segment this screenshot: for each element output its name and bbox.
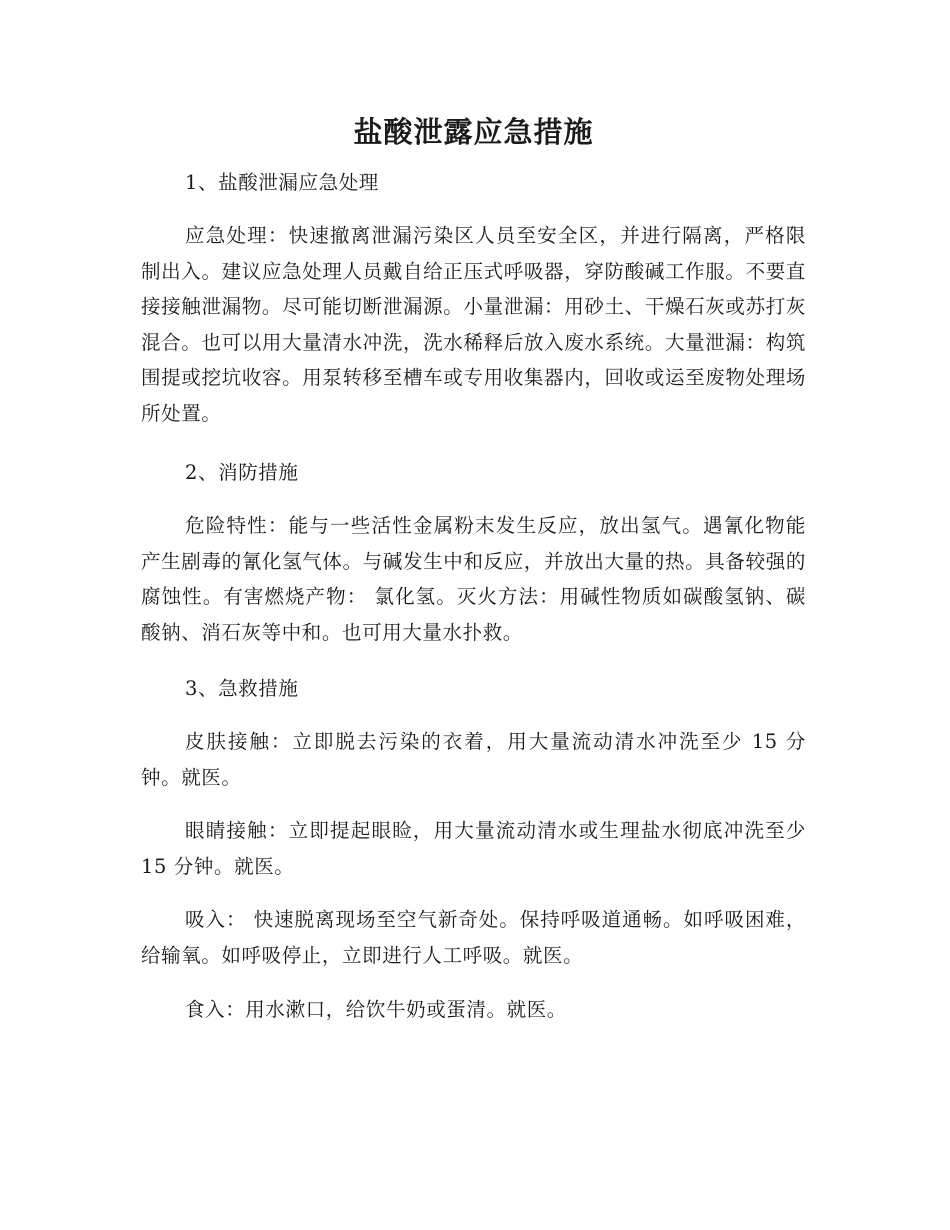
paragraph-ingestion: 食入：用水漱口，给饮牛奶或蛋清。就医。	[185, 998, 567, 1021]
paragraph-skin-contact: 皮肤接触：立即脱去污染的衣着，用大量流动清水冲洗至少 15 分钟。就医。	[141, 730, 806, 789]
paragraph-emergency-handling: 应急处理：快速撤离泄漏污染区人员至安全区，并进行隔离，严格限制出入。建议应急处理人员戴自给正压式呼吸器，穿防酸碱工作服。不要直接接触泄漏物。尽可能切断泄漏源。小量泄漏：用砂土、干燥石灰或苏打灰混合。也可以用大量清水冲洗，洗水稀释后放入废水系统。大量泄漏：构筑围提或挖坑收容。用泵转移至槽车或专用收集器内，回收或运至废物处理场所处置。	[141, 224, 806, 425]
paragraph-hazard-characteristics: 危险特性：能与一些活性金属粉末发生反应，放出氢气。遇氰化物能产生剧毒的氰化氢气体。与碱发生中和反应，并放出大量的热。具备较强的腐蚀性。有害燃烧产物： 氯化氢。灭火方法：用碱性物质如碳酸氢钠、碳酸钠、消石灰等中和。也可用大量水扑救。	[141, 514, 806, 644]
section-heading-first-aid: 3、急救措施	[185, 677, 299, 700]
section-heading-emergency-leak: 1、盐酸泄漏应急处理	[185, 171, 379, 194]
section-heading-fire-fighting: 2、消防措施	[185, 461, 299, 484]
document-title: 盐酸泄露应急措施	[353, 115, 594, 149]
paragraph-eye-contact: 眼睛接触：立即提起眼睑，用大量流动清水或生理盐水彻底冲洗至少 15 分钟。就医。	[141, 819, 806, 878]
paragraph-inhalation: 吸入： 快速脱离现场至空气新奇处。保持呼吸道通畅。如呼吸困难，给输氧。如呼吸停止，立即进行人工呼吸。就医。	[141, 908, 806, 967]
